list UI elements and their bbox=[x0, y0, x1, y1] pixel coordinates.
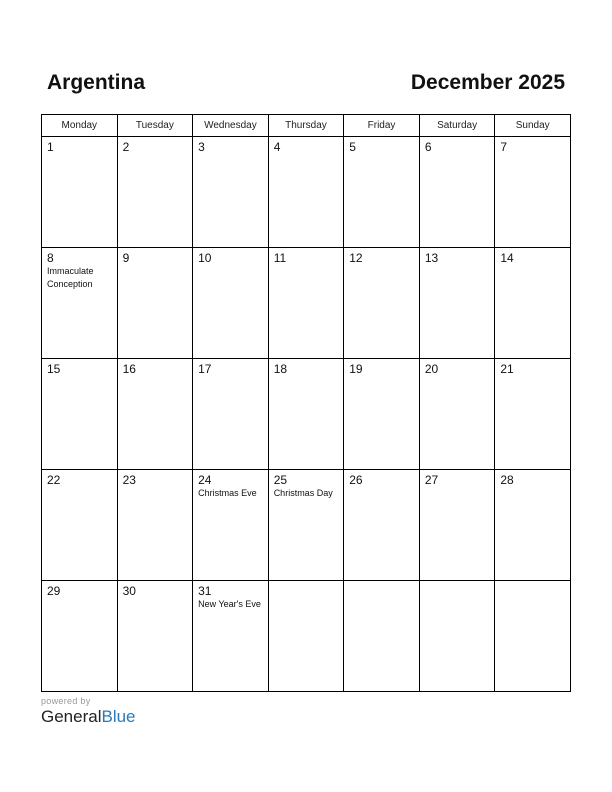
day-cell bbox=[42, 137, 118, 248]
day-cell bbox=[268, 470, 344, 581]
day-number: 24 bbox=[198, 473, 212, 487]
day-cell bbox=[193, 470, 269, 581]
day-number: 6 bbox=[424, 140, 432, 154]
day-cell bbox=[344, 470, 420, 581]
day-number: 31 bbox=[198, 584, 212, 598]
day-cell bbox=[117, 137, 193, 248]
day-number: 16 bbox=[122, 362, 136, 376]
day-number: 26 bbox=[349, 473, 363, 487]
day-number: 2 bbox=[122, 140, 130, 154]
powered-by-label: powered by bbox=[41, 696, 91, 706]
holiday-label: Christmas Eve bbox=[198, 488, 257, 498]
day-number: 19 bbox=[349, 362, 363, 376]
day-cell bbox=[495, 137, 571, 248]
week-row bbox=[42, 581, 571, 692]
weekday-header: Thursday bbox=[268, 115, 344, 137]
day-number: 4 bbox=[273, 140, 281, 154]
calendar-grid bbox=[41, 114, 571, 692]
week-row bbox=[42, 137, 571, 248]
day-number: 12 bbox=[349, 251, 363, 265]
day-number: 17 bbox=[198, 362, 212, 376]
brand-name-part2: Blue bbox=[101, 707, 136, 726]
weekday-header: Wednesday bbox=[193, 115, 269, 137]
holiday-label: Christmas Day bbox=[273, 488, 333, 498]
holiday-label: Immaculate Conception bbox=[47, 266, 94, 289]
day-cell bbox=[268, 359, 344, 470]
day-number: 9 bbox=[122, 251, 130, 265]
day-cell bbox=[344, 137, 420, 248]
day-cell bbox=[344, 248, 420, 359]
day-number: 3 bbox=[198, 140, 205, 154]
calendar-country-title: Argentina bbox=[47, 71, 146, 94]
day-number: 11 bbox=[273, 251, 287, 265]
day-number: 1 bbox=[47, 140, 54, 154]
day-cell bbox=[117, 248, 193, 359]
day-number: 18 bbox=[273, 362, 288, 376]
day-cell bbox=[344, 359, 420, 470]
day-cell bbox=[193, 137, 269, 248]
weekday-header-row bbox=[42, 115, 571, 137]
day-cell-empty bbox=[495, 581, 571, 692]
day-cell bbox=[495, 470, 571, 581]
week-row bbox=[42, 359, 571, 470]
day-cell bbox=[419, 359, 495, 470]
week-row bbox=[42, 470, 571, 581]
day-cell-empty bbox=[419, 581, 495, 692]
day-number: 28 bbox=[500, 473, 514, 487]
holiday-label: New Year's Eve bbox=[198, 599, 261, 609]
day-cell bbox=[42, 581, 118, 692]
footer-branding bbox=[41, 696, 136, 727]
day-cell bbox=[117, 581, 193, 692]
day-number: 7 bbox=[500, 140, 508, 154]
day-cell bbox=[419, 137, 495, 248]
day-cell bbox=[419, 470, 495, 581]
weekday-header: Tuesday bbox=[117, 115, 193, 137]
day-cell bbox=[42, 359, 118, 470]
day-number: 27 bbox=[424, 473, 439, 487]
day-number: 14 bbox=[500, 251, 514, 265]
day-number: 25 bbox=[273, 473, 288, 487]
day-cell bbox=[268, 248, 344, 359]
day-number: 23 bbox=[122, 473, 136, 487]
weekday-header: Sunday bbox=[495, 115, 571, 137]
day-number: 13 bbox=[424, 251, 439, 265]
weekday-header: Friday bbox=[344, 115, 420, 137]
day-number: 15 bbox=[47, 362, 61, 376]
day-number: 29 bbox=[47, 584, 61, 598]
day-cell bbox=[193, 581, 269, 692]
day-cell bbox=[117, 470, 193, 581]
day-number: 8 bbox=[47, 251, 54, 265]
day-number: 20 bbox=[424, 362, 439, 376]
day-cell bbox=[419, 248, 495, 359]
weekday-header: Saturday bbox=[419, 115, 495, 137]
day-cell bbox=[268, 137, 344, 248]
calendar-month-title: December 2025 bbox=[410, 71, 565, 94]
day-number: 5 bbox=[349, 140, 356, 154]
week-row bbox=[42, 248, 571, 359]
day-cell bbox=[495, 248, 571, 359]
brand-logo[interactable] bbox=[41, 707, 136, 727]
day-cell-empty bbox=[344, 581, 420, 692]
day-number: 30 bbox=[122, 584, 136, 598]
brand-name-part1: General bbox=[41, 707, 102, 726]
day-number: 10 bbox=[198, 251, 212, 265]
day-cell bbox=[495, 359, 571, 470]
day-number: 21 bbox=[500, 362, 514, 376]
day-cell bbox=[193, 359, 269, 470]
day-cell bbox=[193, 248, 269, 359]
weekday-header: Monday bbox=[42, 115, 118, 137]
day-cell bbox=[42, 470, 118, 581]
day-cell bbox=[42, 248, 118, 359]
day-cell-empty bbox=[268, 581, 344, 692]
day-number: 22 bbox=[47, 473, 61, 487]
day-cell bbox=[117, 359, 193, 470]
